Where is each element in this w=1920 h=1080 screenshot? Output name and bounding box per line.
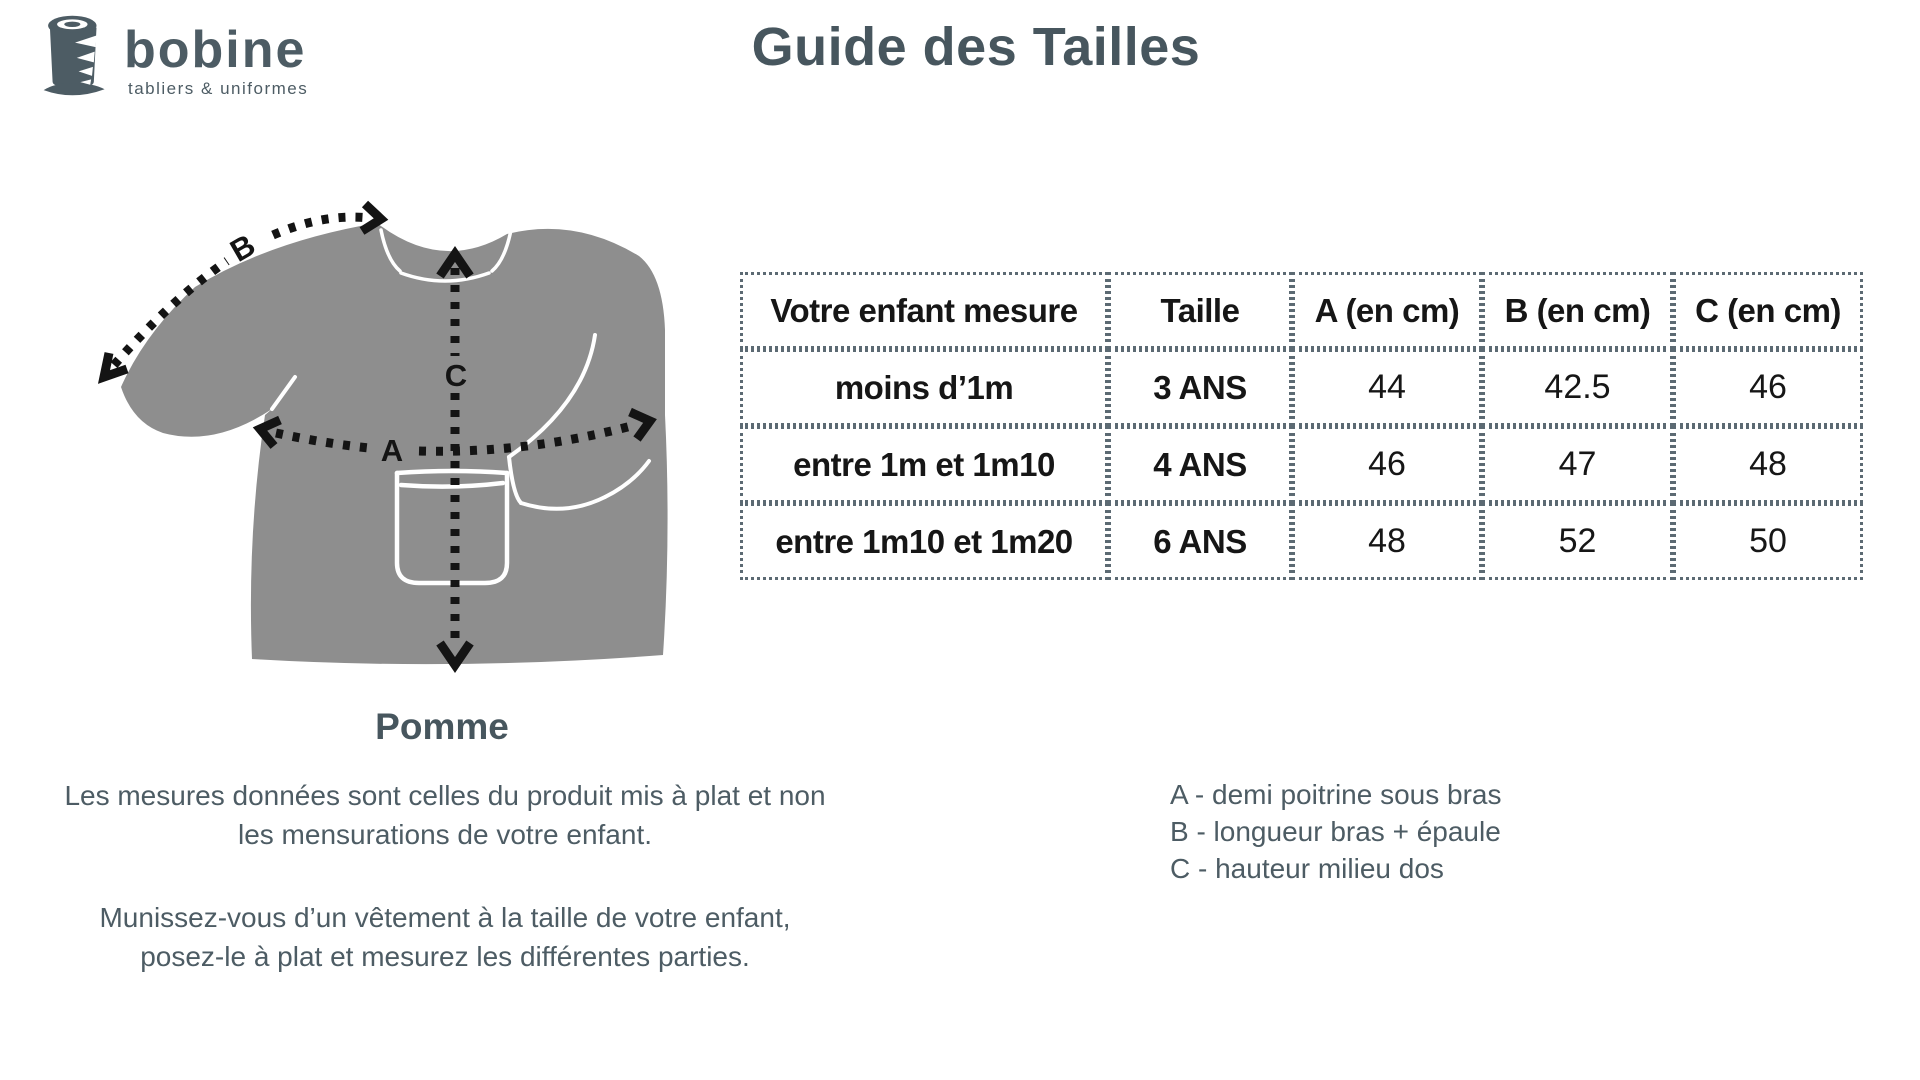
cell-measure-c: 48	[1673, 426, 1863, 503]
table-row	[740, 503, 1863, 580]
measurement-note-flat: Les mesures données sont celles du produit mis à plat et non les mensurations de votre enfant.	[64, 780, 826, 850]
cell-height-range: entre 1m10 et 1m20	[740, 503, 1108, 580]
measure-label-c: C	[444, 358, 468, 393]
brand-text	[124, 21, 309, 99]
column-header-c-cm: C (en cm)	[1673, 272, 1863, 349]
smock-illustration	[85, 165, 705, 775]
cell-size: 3 ANS	[1108, 349, 1292, 426]
cell-measure-c: 46	[1673, 349, 1863, 426]
cell-height-range: moins d’1m	[740, 349, 1108, 426]
cell-size: 6 ANS	[1108, 503, 1292, 580]
measure-label-b: B	[224, 227, 262, 269]
product-name: Pomme	[375, 706, 509, 747]
table-row	[740, 426, 1863, 503]
table-row	[740, 349, 1863, 426]
legend-item-a: A - demi poitrine sous bras	[1170, 779, 1502, 810]
cell-size: 4 ANS	[1108, 426, 1292, 503]
thread-spool-icon	[38, 14, 112, 100]
brand-tagline: tabliers & uniformes	[128, 79, 309, 98]
legend-item-b: B - longueur bras + épaule	[1170, 816, 1501, 847]
cell-measure-b: 47	[1482, 426, 1673, 503]
measure-label-a: A	[380, 433, 404, 468]
cell-measure-b: 42.5	[1482, 349, 1673, 426]
column-header-a-cm: A (en cm)	[1292, 272, 1482, 349]
page-title: Guide des Tailles	[751, 17, 1201, 77]
cell-measure-a: 44	[1292, 349, 1482, 426]
measurement-note-howto: Munissez-vous d’un vêtement à la taille de votre enfant, posez-le à plat et mesurez les différentes parties.	[99, 902, 791, 972]
size-table	[740, 272, 1863, 580]
brand-name: bobine	[124, 21, 307, 79]
cell-height-range: entre 1m et 1m10	[740, 426, 1108, 503]
cell-measure-a: 48	[1292, 503, 1482, 580]
measurement-legend	[1170, 776, 1502, 887]
legend-item-c: C - hauteur milieu dos	[1170, 853, 1444, 884]
column-header-b-cm: B (en cm)	[1482, 272, 1673, 349]
cell-measure-c: 50	[1673, 503, 1863, 580]
cell-measure-a: 46	[1292, 426, 1482, 503]
size-table-header-row	[740, 272, 1863, 349]
cell-measure-b: 52	[1482, 503, 1673, 580]
smock-measurement-diagram	[85, 165, 705, 775]
brand-logo	[38, 14, 308, 100]
column-header-size: Taille	[1108, 272, 1292, 349]
column-header-child-height: Votre enfant mesure	[740, 272, 1108, 349]
